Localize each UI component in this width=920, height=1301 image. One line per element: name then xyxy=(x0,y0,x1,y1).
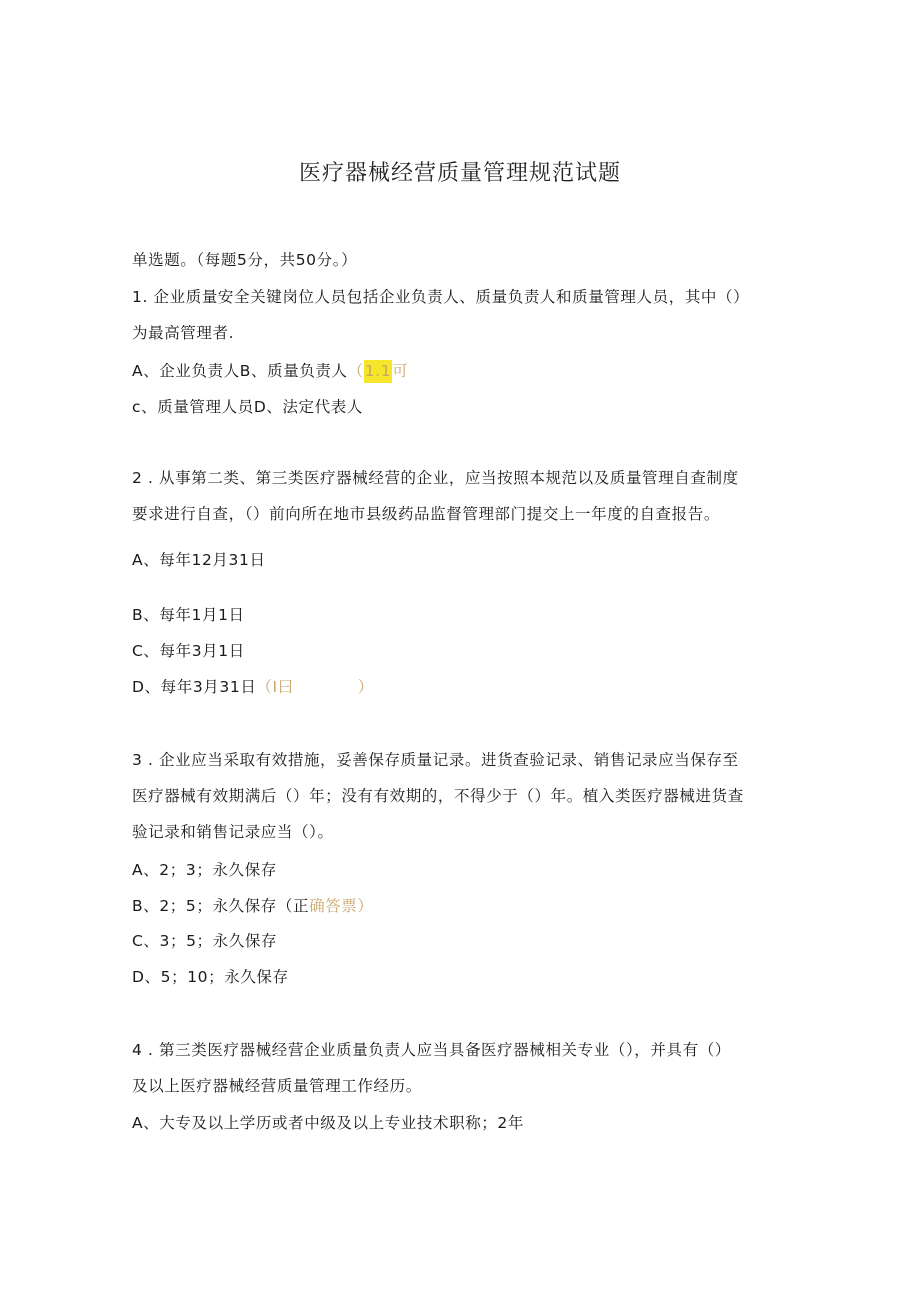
question-1-options-ab xyxy=(132,361,408,381)
question-2-option-a: A、每年12月31日 xyxy=(132,551,266,569)
highlighted-answer-mark: 1.1 xyxy=(364,360,392,383)
page-title: 医疗器械经营质量管理规范试题 xyxy=(298,161,621,186)
question-2-option-d-text: D、每年3月31日 xyxy=(132,678,257,696)
question-1-line-2: 为最高管理者. xyxy=(132,324,235,342)
question-3-line-2: 医疗器械有效期满后（）年；没有有效期的，不得少于（）年。植入类医疗器械进货查 xyxy=(132,787,744,805)
question-4-option-a: A、大专及以上学历或者中级及以上专业技术职称；2年 xyxy=(132,1114,524,1132)
answer-mark-open: （I曰 xyxy=(256,678,294,696)
question-3-line-3: 验记录和销售记录应当（）。 xyxy=(132,823,334,841)
question-3-option-d: D、5；10；永久保存 xyxy=(132,968,289,986)
question-3-option-b-text: B、2；5；永久保存（正 xyxy=(132,897,310,915)
question-2-line-2: 要求进行自查，（）前向所在地市县级药品监督管理部门提交上一年度的自查报告。 xyxy=(132,505,720,523)
question-2-option-d xyxy=(132,677,374,697)
question-4-line-2: 及以上医疗器械经营质量管理工作经历。 xyxy=(132,1077,422,1095)
question-3-line-1: 3 . 企业应当采取有效措施，妥善保存质量记录。进货查验记录、销售记录应当保存至 xyxy=(132,751,739,769)
answer-mark: 确答票） xyxy=(309,897,374,915)
question-2-line-1: 2 . 从事第二类、第三类医疗器械经营的企业，应当按照本规范以及质量管理自查制度 xyxy=(132,469,739,487)
question-4-line-1: 4 . 第三类医疗器械经营企业质量负责人应当具备医疗器械相关专业（），并具有（） xyxy=(132,1041,731,1059)
question-3-option-b xyxy=(132,896,373,916)
section-heading: 单选题。（每题5分，共50分。） xyxy=(132,251,358,269)
question-1-line-1: 1. 企业质量安全关键岗位人员包括企业负责人、质量负责人和质量管理人员，其中（） xyxy=(132,288,750,306)
question-1-options-cd: c、质量管理人员D、法定代表人 xyxy=(132,398,363,416)
answer-mark-close: ） xyxy=(357,678,374,696)
question-2-option-c: C、每年3月1日 xyxy=(132,642,245,660)
question-3-option-a: A、2；3；永久保存 xyxy=(132,861,277,879)
question-2-option-b: B、每年1月1日 xyxy=(132,606,245,624)
question-1-option-ab-text: A、企业负责人B、质量负责人 xyxy=(132,362,348,380)
answer-mark-tail: 可 xyxy=(392,362,409,380)
answer-mark-open: （ xyxy=(347,362,364,380)
question-3-option-c: C、3；5；永久保存 xyxy=(132,932,278,950)
